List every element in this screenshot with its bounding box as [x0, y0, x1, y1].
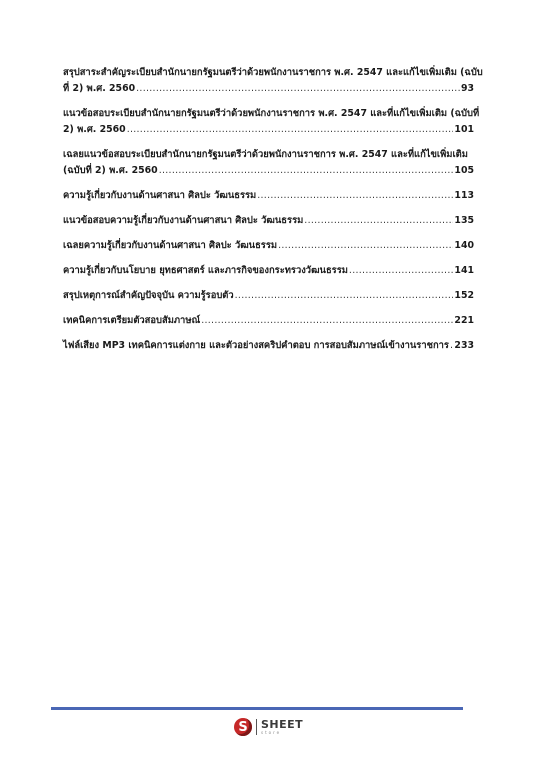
footer-divider [51, 707, 463, 710]
toc-entry-title: เฉลยความรู้เกี่ยวกับงานด้านศาสนา ศิลปะ วัฒนธรรม [63, 240, 278, 251]
toc-entry-title: แนวข้อสอบระเบียบสำนักนายกรัฐมนตรีว่าด้วยพนักงานราชการ พ.ศ. 2547 และที่แก้ไขเพิ่มเติม (ฉบับที่ [63, 108, 480, 119]
dot-leader [450, 338, 453, 354]
toc-entry-title-cont: ที่ 2) พ.ศ. 2560 [63, 83, 136, 94]
dot-leader [136, 81, 460, 97]
toc-entry[interactable] [63, 213, 474, 229]
toc-entry-title: ไฟล์เสียง MP3 เทคนิคการแต่งกาย และตัวอย่างสคริปคำตอบ การสอบสัมภาษณ์เข้างานราชการ [63, 340, 449, 351]
toc-page-number: 105 [454, 165, 474, 176]
dot-leader [257, 188, 453, 204]
toc-entry[interactable] [63, 188, 474, 204]
dot-leader [159, 163, 454, 179]
dot-leader [349, 263, 454, 279]
toc-entry[interactable] [63, 263, 474, 279]
toc-page-number: 93 [460, 83, 474, 94]
logo-text: SHEET [261, 718, 304, 731]
toc-entry-title: สรุปเหตุการณ์สำคัญปัจจุบัน ความรู้รอบตัว [63, 290, 234, 301]
logo-separator [256, 719, 257, 735]
toc-page-number: 141 [454, 265, 474, 276]
logo-s-icon: S [234, 718, 252, 736]
toc-entry[interactable] [63, 313, 474, 329]
table-of-contents [63, 65, 483, 363]
toc-entry-title-cont: 2) พ.ศ. 2560 [63, 124, 126, 135]
toc-entry[interactable] [63, 238, 474, 254]
toc-entry[interactable] [63, 106, 480, 138]
dot-leader [235, 288, 454, 304]
toc-page-number: 221 [454, 315, 474, 326]
dot-leader [127, 122, 454, 138]
toc-page-number: 101 [454, 124, 474, 135]
toc-entry[interactable] [63, 288, 474, 304]
toc-page-number: 140 [454, 240, 474, 251]
toc-entry[interactable] [63, 338, 474, 354]
toc-entry-title-cont: (ฉบับที่ 2) พ.ศ. 2560 [63, 165, 158, 176]
toc-page-number: 135 [454, 215, 474, 226]
toc-entry-title: เฉลยแนวข้อสอบระเบียบสำนักนายกรัฐมนตรีว่าด้วยพนักงานราชการ พ.ศ. 2547 และที่แก้ไขเพิ่มเติม [63, 149, 468, 160]
dot-leader [201, 313, 453, 329]
dot-leader [278, 238, 453, 254]
toc-page-number: 152 [454, 290, 474, 301]
toc-page-number: 113 [454, 190, 474, 201]
dot-leader [304, 213, 453, 229]
toc-entry-title: สรุปสาระสำคัญระเบียบสำนักนายกรัฐมนตรีว่าด้วยพนักงานราชการ พ.ศ. 2547 และแก้ไขเพิ่มเติม (ฉบับ [63, 67, 483, 78]
sheet-store-logo [234, 715, 303, 739]
toc-entry-title: ความรู้เกี่ยวกับงานด้านศาสนา ศิลปะ วัฒนธรรม [63, 190, 257, 201]
toc-entry[interactable] [63, 147, 474, 179]
toc-page-number: 233 [454, 340, 474, 351]
toc-entry-title: แนวข้อสอบความรู้เกี่ยวกับงานด้านศาสนา ศิลปะ วัฒนธรรม [63, 215, 304, 226]
logo-subtext: store [261, 730, 282, 735]
toc-entry-title: เทคนิคการเตรียมตัวสอบสัมภาษณ์ [63, 315, 201, 326]
toc-entry-title: ความรู้เกี่ยวกับนโยบาย ยุทธศาสตร์ และภารกิจของกระทรวงวัฒนธรรม [63, 265, 348, 276]
toc-entry[interactable] [63, 65, 483, 97]
